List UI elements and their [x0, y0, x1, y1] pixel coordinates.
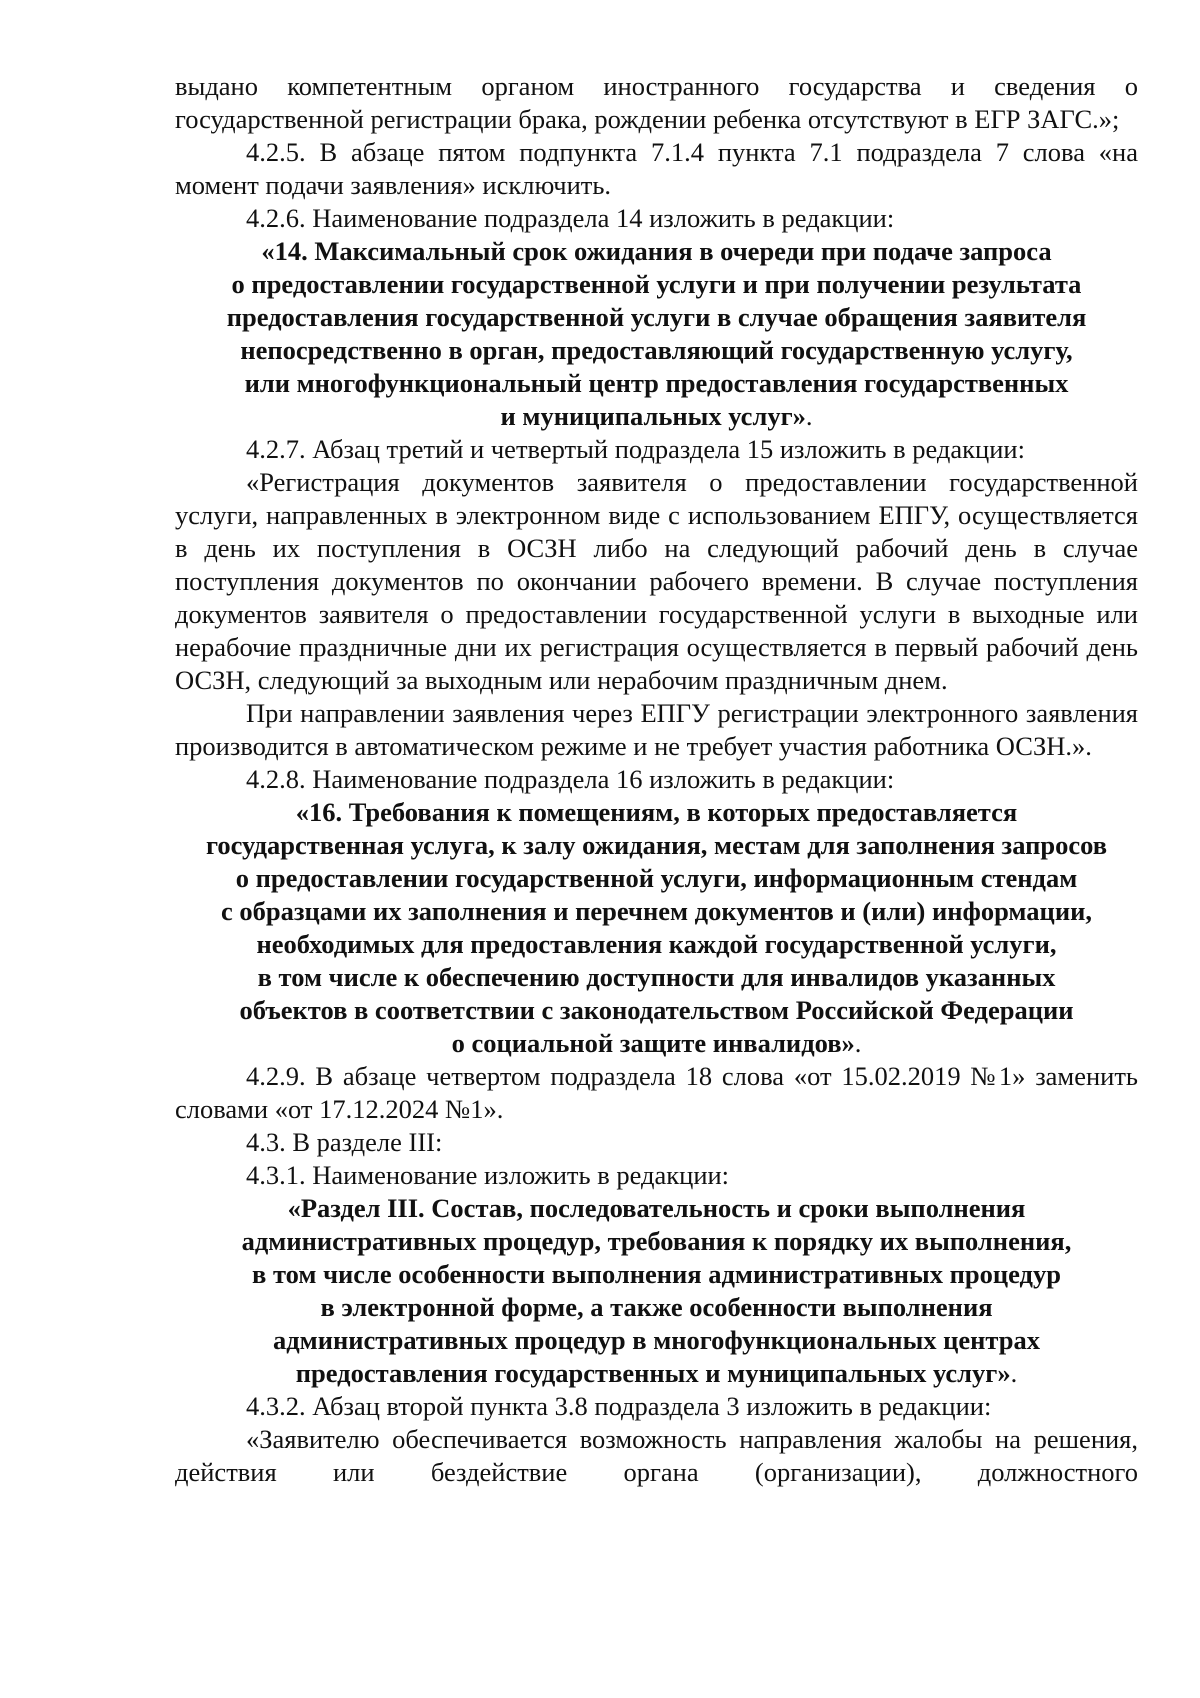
paragraph-4-2-9: 4.2.9. В абзаце четвертом подраздела 18 слова «от 15.02.2019 №1» заменить словами «от 17.12.2024 №1».: [175, 1061, 1138, 1124]
paragraph-4-3-1: 4.3.1. Наименование изложить в редакции:: [246, 1160, 730, 1190]
paragraph-epgu: При направлении заявления через ЕПГУ регистрации электронного заявления производится в автоматическом режиме и не требует участия работника ОСЗН.».: [175, 698, 1138, 761]
paragraph-continuation: выдано компетентным органом иностранного государства и сведения о государственной регистрации брака, рождении ребенка отсутствуют в ЕГР ЗАГС.»;: [175, 71, 1138, 134]
paragraph-4-3: 4.3. В разделе III:: [246, 1127, 443, 1157]
heading-subsection-16-text: «16. Требования к помещениям, в которых предоставляется государственная услуга, к залу ожидания, местам для заполнения запросов о предоставлении государственной услуги, информационным стендам с образцами их заполнения и перечнем документов и (или) информации, необходимых для предоставления каждой государственной услуги, в том числе к обеспечению доступности для инвалидов указанных объектов в соответствии с законодательством Российской Федерации о социальной защите инвалидов»: [205, 797, 1108, 1058]
heading-subsection-16: [175, 796, 1138, 1060]
paragraph-4-2-7: 4.2.7. Абзац третий и четвертый подраздела 15 изложить в редакции:: [246, 434, 1025, 464]
paragraph-4-2-5: 4.2.5. В абзаце пятом подпункта 7.1.4 пункта 7.1 подраздела 7 слова «на момент подачи заявления» исключить.: [175, 137, 1138, 200]
heading-subsection-14-tail: .: [805, 401, 813, 431]
heading-section-3-text: «Раздел III. Состав, последовательность и сроки выполнения административных процедур, требования к порядку их выполнения, в том числе особенности выполнения административных процедур в электронной форме, а также особенности выполнения административных процедур в многофункциональных центрах предоставления государственных и муниципальных услуг»: [241, 1193, 1072, 1388]
paragraph-4-3-2: 4.3.2. Абзац второй пункта 3.8 подраздела 3 изложить в редакции:: [246, 1391, 992, 1421]
heading-section-3: [175, 1192, 1138, 1390]
paragraph-4-2-6: 4.2.6. Наименование подраздела 14 изложить в редакции:: [246, 203, 895, 233]
paragraph-complaint: «Заявителю обеспечивается возможность направления жалобы на решения, действия или бездействие органа (организации), должностного: [175, 1424, 1138, 1487]
heading-section-3-tail: .: [1010, 1358, 1018, 1388]
heading-subsection-16-tail: .: [854, 1028, 862, 1058]
heading-subsection-14: [175, 235, 1138, 433]
heading-subsection-14-text: «14. Максимальный срок ожидания в очереди при подаче запроса о предоставлении государственной услуги и при получении результата предоставления государственной услуги в случае обращения заявителя непосредственно в орган, предоставляющий государственную услугу, или многофункциональный центр предоставления государственных и муниципальных услуг»: [226, 236, 1087, 431]
paragraph-registration: «Регистрация документов заявителя о предоставлении государственной услуги, направленных в электронном виде с использованием ЕПГУ, осуществляется в день их поступления в ОСЗН либо на следующий рабочий день в случае поступления документов по окончании рабочего времени. В случае поступления документов заявителя о предоставлении государственной услуги в выходные или нерабочие праздничные дни их регистрация осуществляется в первый рабочий день ОСЗН, следующий за выходным или нерабочим праздничным днем.: [175, 467, 1138, 695]
paragraph-4-2-8: 4.2.8. Наименование подраздела 16 изложить в редакции:: [246, 764, 895, 794]
